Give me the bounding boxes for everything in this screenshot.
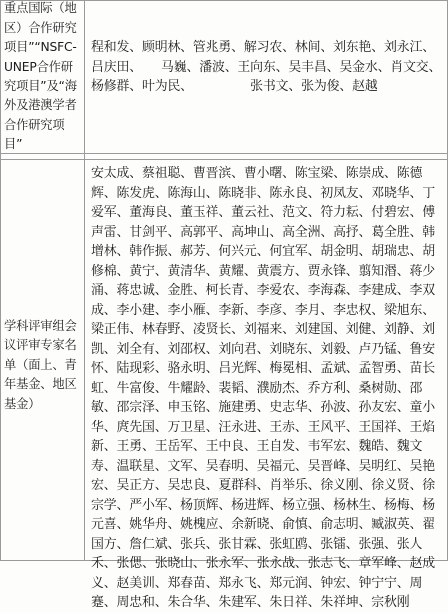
- row-label: [1, 160, 85, 561]
- row-label-text: 重点国际（地区）合作研究项目”“NSFC-UNEP合作研究项目”及“海外及港澳学者合作研究项目”: [4, 1, 77, 152]
- table-row: [1, 1, 447, 153]
- row-content: 安太成、蔡祖聪、曹晋滨、曹小曙、陈宝梁、陈崇成、陈德辉、陈发虎、陈海山、陈晓非、陈永良、初凤友、邓晓华、丁爱军、董海良、董玉祥、董云社、范文、符力耘、付碧宏、傅声雷、甘剑平、高郭平、高坤山、高全洲、高抒、葛全胜、韩增林、韩作振、郝芳、何兴元、何宜军、胡金明、胡瑞忠、胡修棉、黄宁、黄清华、黄耀、黄震方、贾永锋、翦知湣、蒋少涌、蒋忠诚、金胜、柯长青、李爱农、李海森、李建成、李双成、李小建、李小雁、李新、李彦、李月、李忠权、梁旭东、梁正伟、林春野、凌贤长、刘福来、刘建国、刘健、刘静、刘凯、刘全有、刘邵权、刘向君、刘晓东、刘毅、卢乃锰、鲁安怀、陆现彩、骆永明、吕光辉、梅冕相、孟斌、孟智勇、苗长虹、牛富俊、牛耀龄、裴韬、濮励杰、乔方利、桑树勋、邵敏、邵宗泽、申玉铭、施建勇、史志华、孙波、孙友宏、童小华、庹先国、万卫星、汪永进、王赤、王风平、王国祥、王焰新、王勇、王岳军、王中良、王自发、韦军宏、魏皓、魏文寿、温联星、文军、吴春明、吴福元、吴晋峰、吴明红、吴艳宏、吴正方、吴忠良、夏群科、肖举乐、徐义刚、徐义贤、徐宗学、严小军、杨顶辉、杨进辉、杨立强、杨林生、杨梅、杨元喜、姚华舟、姚槐应、余新晓、俞慎、俞志明、臧淑英、翟国方、詹仁斌、张兵、张甘霖、张虹鸥、张镭、张强、张人禾、张偲、张晓山、张永军、张永战、张志飞、章军峰、赵成义、赵美训、郑春苗、郑永飞、郑元润、钟宏、钟宁宁、周蹇、周忠和、朱合华、朱建军、朱日祥、朱祥坤、宗秋刚: [91, 166, 435, 610]
- row-content: 程和发、顾明林、管兆勇、解习农、林间、刘东艳、刘永江、吕庆田、 马巍、潘波、王向东、吴丰昌、吴金水、肖文交、杨修群、叶为民、 张书文、张为俊、赵越: [91, 40, 442, 94]
- row-label-text: 学科评审组会议评审专家名单（面上、青年基金、地区基金）: [4, 318, 77, 411]
- table-row: [1, 159, 447, 610]
- row-label: [1, 1, 85, 153]
